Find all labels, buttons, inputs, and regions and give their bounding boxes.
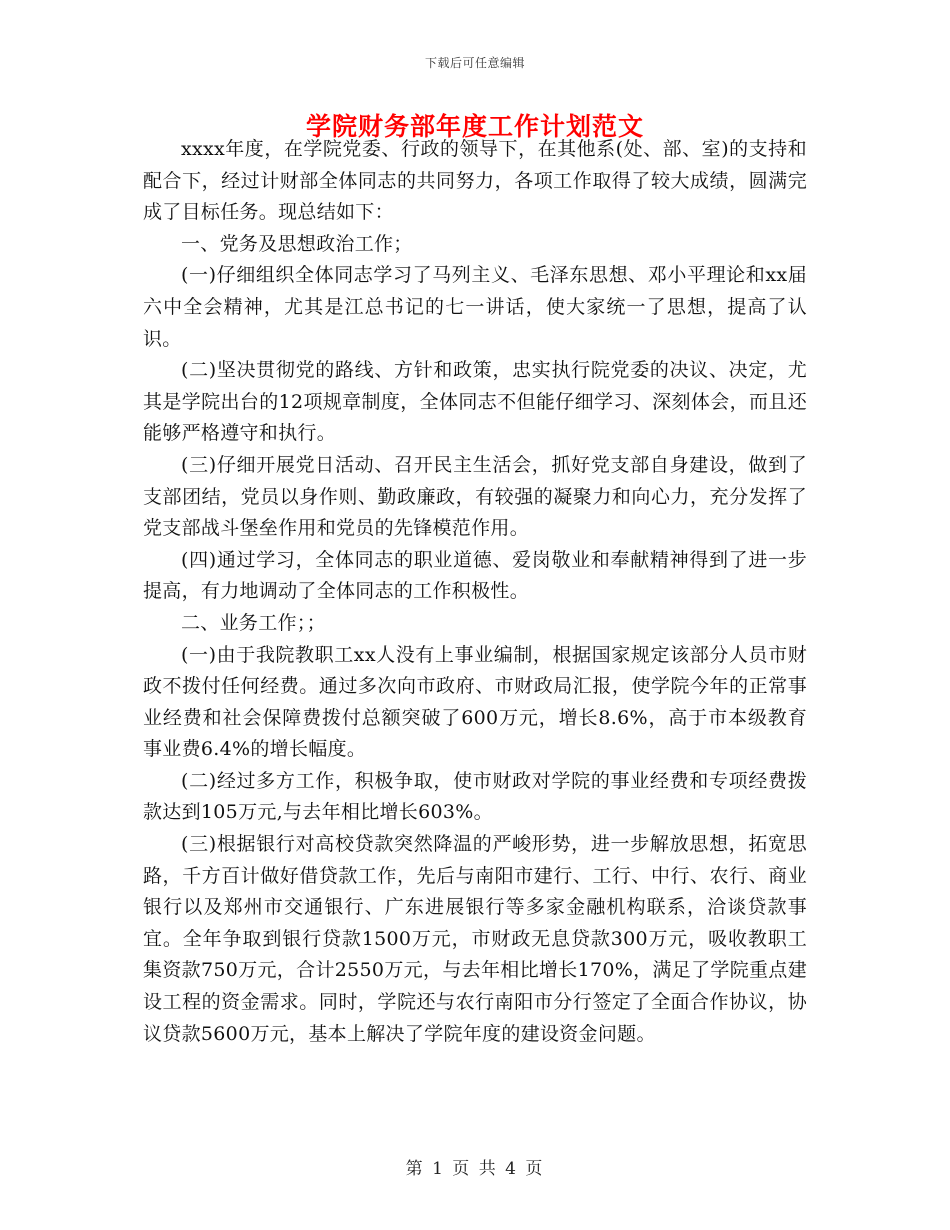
page-header: 下载后可任意编辑 bbox=[424, 56, 525, 70]
section-heading-party-work: 一、党务及思想政治工作； bbox=[181, 232, 413, 255]
paragraph-business-1: (一)由于我院教职工xx人没有上事业编制，根据国家规定该部分人员市财政不拨付任何经费。通过多次向市政府、市财政局汇报，使学院今年的正常事业经费和社会保障费拨付总额突破了600万元，增长8.6%，高于市本级教育事业费6.4%的增长幅度。 bbox=[143, 643, 807, 761]
paragraph-business-3: (三)根据银行对高校贷款突然降温的严峻形势，进一步解放思想，拓宽思路，千方百计做好借贷款工作，先后与南阳市建行、工行、中行、农行、商业银行以及郑州市交通银行、广东进展银行等多家金融机构联系，洽谈贷款事宜。全年争取到银行贷款1500万元，市财政无息贷款300万元，吸收教职工集资款750万元，合计2550万元，与去年相比增长170%，满足了学院重点建设工程的资金需求。同时，学院还与农行南阳市分行签定了全面合作协议，协议贷款5600万元，基本上解决了学院年度的建设资金问题。 bbox=[143, 833, 807, 1045]
document-title: 学院财务部年度工作计划范文 bbox=[305, 112, 644, 141]
paragraph-business-2: (二)经过多方工作，积极争取，使市财政对学院的事业经费和专项经费拨款达到105万元,与去年相比增长603%。 bbox=[143, 769, 807, 824]
paragraph-party-2: (二)坚决贯彻党的路线、方针和政策，忠实执行院党委的决议、决定，尤其是学院出台的12项规章制度，全体同志不但能仔细学习、深刻体会，而且还能够严格遵守和执行。 bbox=[143, 359, 807, 445]
page-footer: 第 1 页 共 4 页 bbox=[405, 1159, 545, 1179]
paragraph-intro: xxxx年度，在学院党委、行政的领导下，在其他系(处、部、室)的支持和配合下，经过计财部全体同志的共同努力，各项工作取得了较大成绩，圆满完成了目标任务。现总结如下： bbox=[143, 138, 807, 224]
paragraph-party-4: (四)通过学习，全体同志的职业道德、爱岗敬业和奉献精神得到了进一步提高，有力地调动了全体同志的工作积极性。 bbox=[143, 548, 807, 603]
paragraph-party-3: (三)仔细开展党日活动、召开民主生活会，抓好党支部自身建设，做到了支部团结，党员以身作则、勤政廉政，有较强的凝聚力和向心力，充分发挥了党支部战斗堡垒作用和党员的先锋模范作用。 bbox=[143, 453, 807, 540]
paragraph-party-1: (一)仔细组织全体同志学习了马列主义、毛泽东思想、邓小平理论和xx届六中全会精神，尤其是江总书记的七一讲话，使大家统一了思想，提高了认识。 bbox=[143, 264, 807, 350]
section-heading-business-work: 二、业务工作；； bbox=[181, 611, 326, 634]
document-body bbox=[143, 134, 807, 1050]
